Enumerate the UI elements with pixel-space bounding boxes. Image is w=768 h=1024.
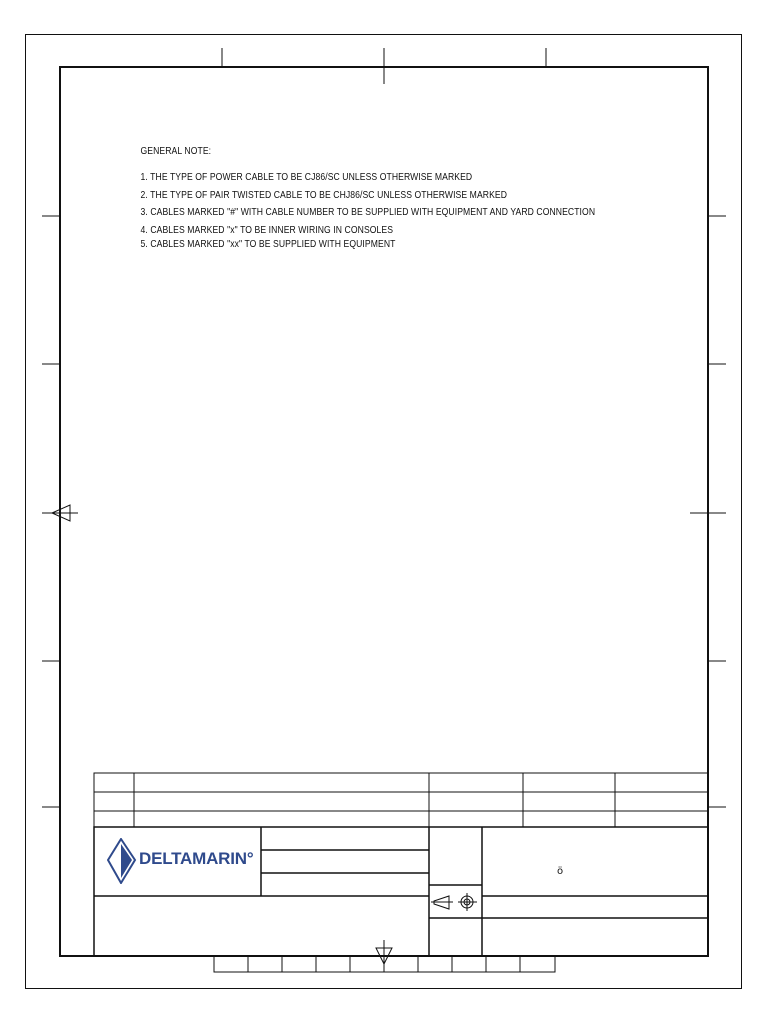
title-mark: ö <box>557 866 564 877</box>
note-item-2: 2. THE TYPE OF PAIR TWISTED CABLE TO BE CHJ86/SC UNLESS OTHERWISE MARKED <box>140 188 508 201</box>
company-logo <box>107 838 257 884</box>
note-item-1: 1. THE TYPE OF POWER CABLE TO BE CJ86/SC UNLESS OTHERWISE MARKED <box>140 171 473 183</box>
general-note-heading: GENERAL NOTE: <box>140 145 212 157</box>
revision-table <box>94 773 708 827</box>
first-angle-projection-icon <box>431 893 477 911</box>
note-item-3: 3. CABLES MARKED "#" WITH CABLE NUMBER TO BE SUPPLIED WITH EQUIPMENT AND YARD CONNECTION <box>140 206 596 218</box>
note-item-5: 5. CABLES MARKED "xx" TO BE SUPPLIED WITH EQUIPMENT <box>140 237 396 250</box>
logo-text: DELTAMARIN° <box>139 849 254 868</box>
deltamarin-logo-icon <box>107 838 137 884</box>
note-item-4: 4. CABLES MARKED "x" TO BE INNER WIRING IN CONSOLES <box>140 223 394 236</box>
general-notes <box>140 145 596 255</box>
